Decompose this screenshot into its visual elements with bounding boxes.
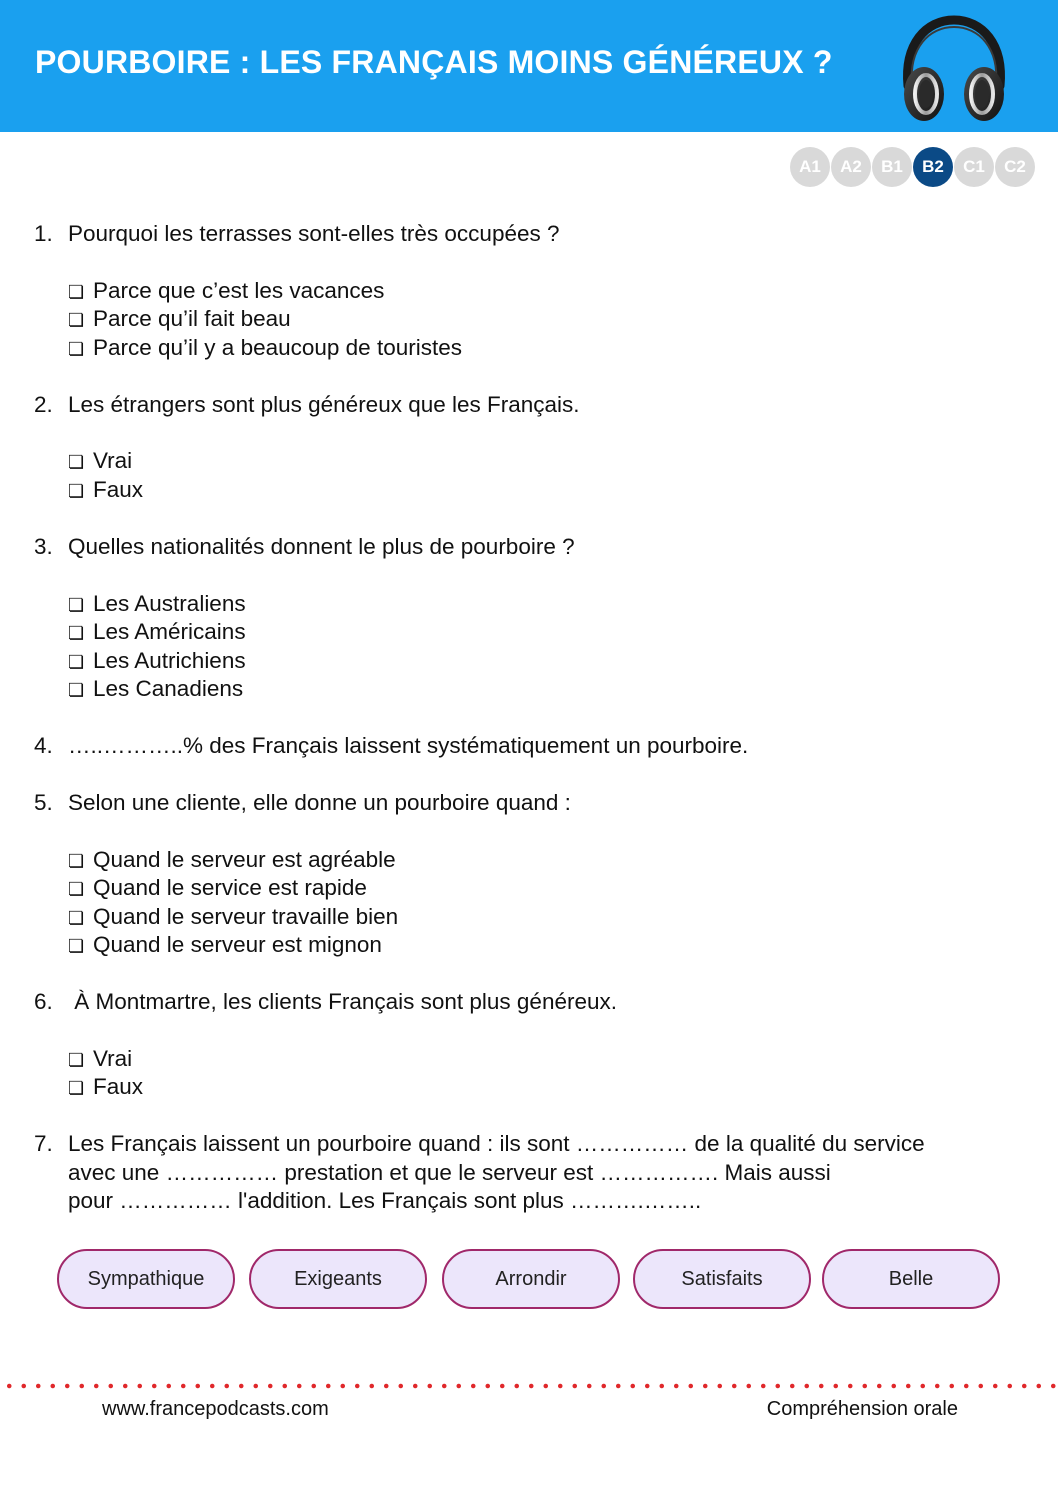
question-6 bbox=[34, 988, 617, 1017]
question-number: 5. bbox=[34, 790, 53, 815]
word-chip[interactable]: Sympathique bbox=[57, 1249, 235, 1309]
level-b2: B2 bbox=[913, 147, 953, 187]
option-checkbox[interactable] bbox=[68, 1073, 143, 1103]
question-text: Quelles nationalités donnent le plus de pourboire ? bbox=[68, 534, 575, 559]
option-checkbox[interactable] bbox=[68, 647, 246, 677]
checkbox-icon[interactable]: ❏ bbox=[68, 936, 85, 956]
option-checkbox[interactable] bbox=[68, 675, 243, 705]
header-banner bbox=[0, 0, 1058, 132]
level-indicator bbox=[790, 147, 1035, 187]
word-chip[interactable]: Satisfaits bbox=[633, 1249, 811, 1309]
option-checkbox[interactable] bbox=[68, 590, 246, 620]
question-1 bbox=[34, 220, 560, 249]
question-7 bbox=[34, 1130, 68, 1159]
question-number: 4. bbox=[34, 733, 53, 758]
checkbox-icon[interactable]: ❏ bbox=[68, 595, 85, 615]
option-label: Quand le serveur est agréable bbox=[93, 847, 396, 872]
footer-category: Compréhension orale bbox=[766, 1398, 958, 1420]
level-a2: A2 bbox=[831, 147, 871, 187]
option-label: Quand le serveur est mignon bbox=[93, 932, 382, 957]
checkbox-icon[interactable]: ❏ bbox=[68, 1078, 85, 1098]
level-b1: B1 bbox=[872, 147, 912, 187]
option-label: Vrai bbox=[93, 1046, 133, 1071]
option-label: Vrai bbox=[93, 448, 133, 473]
question-number: 7. bbox=[34, 1131, 53, 1156]
option-label: Faux bbox=[93, 1074, 144, 1099]
level-c1: C1 bbox=[954, 147, 994, 187]
checkbox-icon[interactable]: ❏ bbox=[68, 851, 85, 871]
checkbox-icon[interactable]: ❏ bbox=[68, 652, 85, 672]
option-checkbox[interactable] bbox=[68, 874, 367, 904]
checkbox-icon[interactable]: ❏ bbox=[68, 680, 85, 700]
option-checkbox[interactable] bbox=[68, 476, 143, 506]
dotted-divider bbox=[0, 1382, 1058, 1390]
headphones-icon bbox=[896, 14, 1012, 126]
checkbox-icon[interactable]: ❏ bbox=[68, 879, 85, 899]
checkbox-icon[interactable]: ❏ bbox=[68, 310, 85, 330]
question-text: …..………..% des Français laissent systématiquement un pourboire. bbox=[68, 733, 749, 758]
option-checkbox[interactable] bbox=[68, 277, 384, 307]
question-2 bbox=[34, 391, 580, 420]
question-3 bbox=[34, 533, 575, 562]
checkbox-icon[interactable]: ❏ bbox=[68, 908, 85, 928]
page-title: POURBOIRE : LES FRANÇAIS MOINS GÉNÉREUX ? bbox=[35, 44, 833, 80]
question-4 bbox=[34, 732, 748, 761]
option-checkbox[interactable] bbox=[68, 618, 246, 648]
checkbox-icon[interactable]: ❏ bbox=[68, 481, 85, 501]
option-label: Parce qu’il y a beaucoup de touristes bbox=[93, 335, 462, 360]
question-text: À Montmartre, les clients Français sont plus généreux. bbox=[68, 989, 617, 1014]
option-checkbox[interactable] bbox=[68, 334, 462, 364]
word-chip[interactable]: Exigeants bbox=[249, 1249, 427, 1309]
question-7-line: pour …………… l'addition. Les Français sont plus ……….…….. bbox=[68, 1188, 702, 1213]
option-label: Les Américains bbox=[93, 619, 246, 644]
checkbox-icon[interactable]: ❏ bbox=[68, 623, 85, 643]
question-5 bbox=[34, 789, 571, 818]
question-7-line: avec une …………… prestation et que le serveur est ……………. Mais aussi bbox=[68, 1160, 831, 1185]
question-text: Selon une cliente, elle donne un pourboire quand : bbox=[68, 790, 571, 815]
question-text: Pourquoi les terrasses sont-elles très occupées ? bbox=[68, 221, 560, 246]
option-checkbox[interactable] bbox=[68, 447, 132, 477]
question-number: 3. bbox=[34, 534, 53, 559]
option-checkbox[interactable] bbox=[68, 903, 398, 933]
checkbox-icon[interactable]: ❏ bbox=[68, 1050, 85, 1070]
level-a1: A1 bbox=[790, 147, 830, 187]
option-label: Parce qu’il fait beau bbox=[93, 306, 291, 331]
option-label: Les Canadiens bbox=[93, 676, 244, 701]
option-label: Parce que c’est les vacances bbox=[93, 278, 385, 303]
footer-website[interactable]: www.francepodcasts.com bbox=[102, 1398, 329, 1420]
checkbox-icon[interactable]: ❏ bbox=[68, 452, 85, 472]
option-checkbox[interactable] bbox=[68, 846, 396, 876]
checkbox-icon[interactable]: ❏ bbox=[68, 339, 85, 359]
word-chip[interactable]: Arrondir bbox=[442, 1249, 620, 1309]
question-number: 2. bbox=[34, 392, 53, 417]
option-checkbox[interactable] bbox=[68, 305, 291, 335]
question-number: 6. bbox=[34, 989, 53, 1014]
question-number: 1. bbox=[34, 221, 53, 246]
option-label: Les Autrichiens bbox=[93, 648, 246, 673]
checkbox-icon[interactable]: ❏ bbox=[68, 282, 85, 302]
option-label: Quand le serveur travaille bien bbox=[93, 904, 399, 929]
question-text: Les étrangers sont plus généreux que les Français. bbox=[68, 392, 580, 417]
question-7-line: Les Français laissent un pourboire quand : ils sont …………… de la qualité du service bbox=[68, 1131, 925, 1156]
option-label: Quand le service est rapide bbox=[93, 875, 367, 900]
option-label: Faux bbox=[93, 477, 144, 502]
option-checkbox[interactable] bbox=[68, 1045, 132, 1075]
level-c2: C2 bbox=[995, 147, 1035, 187]
option-label: Les Australiens bbox=[93, 591, 246, 616]
word-chip[interactable]: Belle bbox=[822, 1249, 1000, 1309]
option-checkbox[interactable] bbox=[68, 931, 382, 961]
